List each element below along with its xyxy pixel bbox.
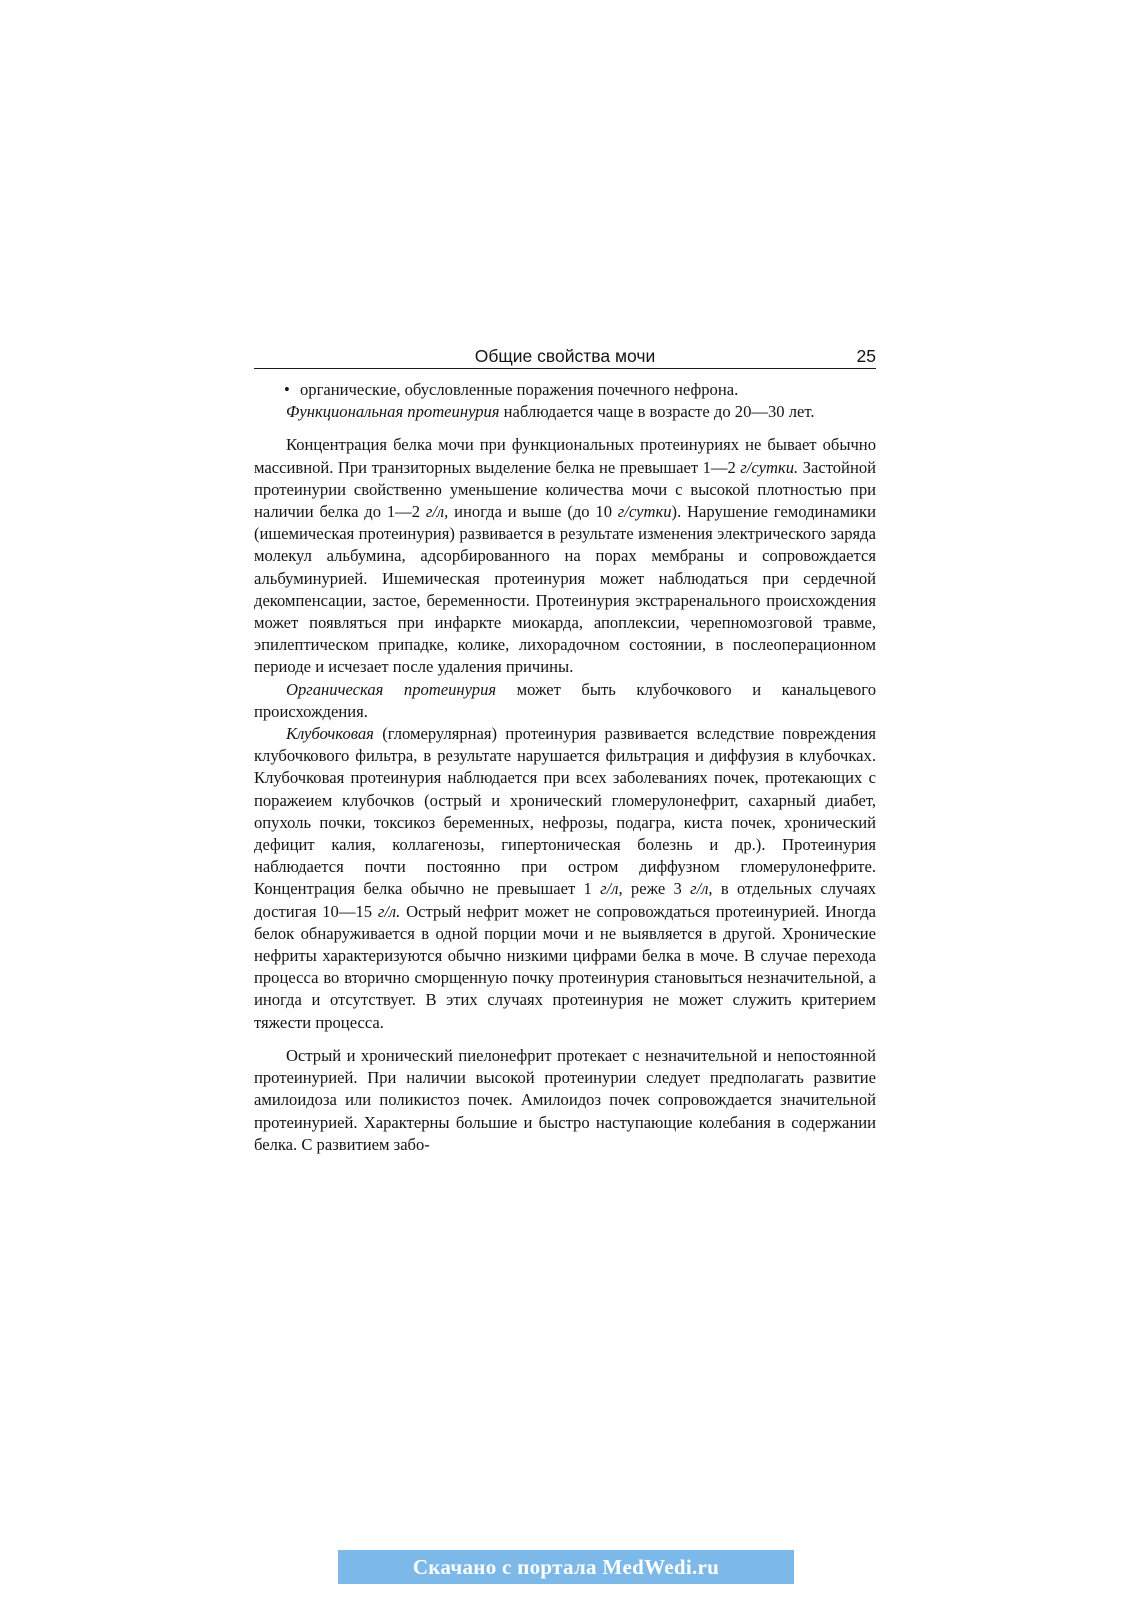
paragraph-text: Острый нефрит может не сопровождаться протеинурией. Иногда белок обнаруживается в одной порции мочи и не выявляется в другой. Хронические нефриты характеризуются обычно низкими цифрами белка в моче. В случае перехода процесса во вторично сморщенную почку протеинурия становыться незначительной, а иногда и отсутствует. В этих случаях протеинурия не может служить критерием тяжести процесса. xyxy=(254,901,876,1032)
paragraph-text: Концентрация белка мочи при функциональных протеинуриях не бывает обычно массивной. При транзиторных выделение белка не превышает 1—2 xyxy=(254,435,876,477)
term-organic-proteinuria: Органическая протеинурия xyxy=(286,679,497,699)
download-source-banner[interactable]: Скачано с портала MedWedi.ru xyxy=(338,1550,794,1584)
paragraph-pyelonephritis: Острый и хронический пиелонефрит протекает с незначительной и непостоянной протеинурией. При наличии высокой протеинурии следует предполагать развитие амилоидоза или поликистоз почек. Амилоидоз почек сопровождается значительной протеинурией. Характерны большие и быстро наступающие колебания в содержании белка. С развитием забо- xyxy=(254,1045,876,1154)
paragraph-concentration xyxy=(254,434,876,678)
bullet-paragraph xyxy=(254,379,876,401)
italic-term: г/л, xyxy=(425,502,449,522)
paragraph-text: ). Нарушение гемодинамики (ишемическая протеинурия) развивается в результате изменения электрического заряда молекул альбумина, адсорбированного на порах мембраны и сопровождается альбуминурией. Ишемическая протеинурия может наблюдаться при сердечной декомпенсации, застое, беременности. Протеинурия экстраренального происхождения может появляться при инфаркте миокарда, апоплексии, черепномозговой травме, эпилептическом припадке, колике, лихорадочном состоянии, в послеоперационном периоде и исчезает после удаления причины. xyxy=(254,502,876,677)
italic-term: г/л, xyxy=(600,879,623,899)
paragraph-organic-proteinuria xyxy=(254,679,876,723)
term-functional-proteinuria: Функциональная протеинурия xyxy=(286,402,500,422)
paragraph-text: может быть клубочкового и канальцевого происхождения. xyxy=(254,679,876,721)
paragraph-functional-proteinuria xyxy=(254,401,876,423)
paragraph-text: в отдельных случаях достигая 10—15 xyxy=(254,879,876,921)
running-header xyxy=(254,346,876,369)
bullet-text: органические, обусловленные поражения почечного нефрона. xyxy=(300,380,739,399)
paragraph-text: Застойной протеинурии свойственно уменьшение количества мочи с высокой плотностью при наличии белка до 1—2 xyxy=(254,457,876,522)
paragraph-glomerular-proteinuria xyxy=(254,723,876,1034)
italic-term: г/сутки. xyxy=(740,457,799,477)
italic-term: г/л. xyxy=(377,901,401,921)
body-text xyxy=(254,379,876,1156)
paragraph-text: (гломерулярная) протеинурия развивается вследствие повреждения клубочкового фильтра, в результате нарушается фильтрация и диффузия в клубочках. Клубочковая протеинурия наблюдается при всех заболеваниях почек, протекающих с поражеием клубочков (острый и хронический гломерулонефрит, сахарный диабет, опухоль почки, токсикоз беременных, нефрозы, подагра, киста почек, хронический дефицит калия, коллагенозы, гипертоническая болезнь и др.). Протеинурия наблюдается почти постоянно при остром диффузном гломерулонефрите. Концентрация белка обычно не превышает 1 xyxy=(254,724,876,899)
paragraph-text: реже 3 xyxy=(622,879,691,899)
book-page xyxy=(254,346,876,1156)
italic-term: г/л, xyxy=(690,879,713,899)
page-number: 25 xyxy=(856,346,876,366)
paragraph-text: иногда и выше (до 10 xyxy=(448,502,618,522)
italic-term: г/сутки xyxy=(617,502,672,522)
running-title: Общие свойства мочи xyxy=(474,346,656,366)
bullet-icon: • xyxy=(284,380,290,399)
italic-term: Клубочковая xyxy=(286,724,374,744)
paragraph-text: наблюдается чаще в возрасте до 20—30 лет. xyxy=(499,402,815,422)
